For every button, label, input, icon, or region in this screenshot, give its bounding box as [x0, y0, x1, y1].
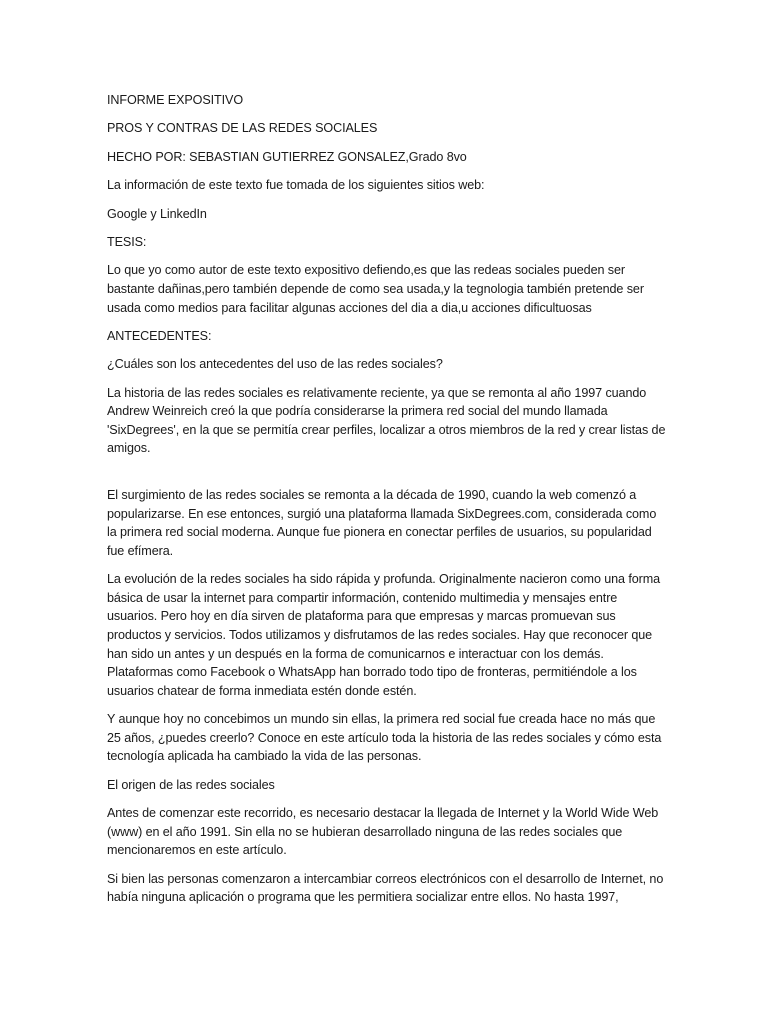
email-paragraph: Si bien las personas comenzaron a intercambiar correos electrónicos con el desarrollo de Internet, no había ninguna aplicación o programa que les permitiera socializar entre ellos. No hasta 1997, [107, 871, 664, 905]
internet-paragraph: Antes de comenzar este recorrido, es necesario destacar la llegada de Internet y la World Wide Web (www) en el año 1991. Sin ella no se hubieran desarrollado ninguna de las redes sociales que mencionaremos en este artículo. [107, 806, 659, 858]
history-paragraph: La historia de las redes sociales es relativamente reciente, ya que se remonta al año 1997 cuando Andrew Weinreich creó la que podría considerarse la primera red social del mundo llamada 'SixDegrees', en la que se permitía crear perfiles, localizar a otros miembros de la red y crear listas de amigos. [107, 385, 666, 456]
antecedentes-label: ANTECEDENTES: [107, 328, 212, 343]
intro-article-paragraph: Y aunque hoy no concebimos un mundo sin ellas, la primera red social fue creada hace no más que 25 años, ¿puedes creerlo? Conoce en este artículo toda la historia de las redes sociales y cómo esta tecnología aplicada ha cambiado la vida de las personas. [107, 712, 662, 764]
document-body [107, 91, 667, 917]
antecedentes-question: ¿Cuáles son los antecedentes del uso de las redes sociales? [107, 357, 443, 372]
document-subtitle: PROS Y CONTRAS DE LAS REDES SOCIALES [107, 121, 378, 136]
tesis-label: TESIS: [107, 234, 147, 249]
section-heading-origen: El origen de las redes sociales [107, 777, 275, 792]
origins-paragraph: El surgimiento de las redes sociales se remonta a la década de 1990, cuando la web comenzó a popularizarse. En ese entonces, surgió una plataforma llamada SixDegrees.com, considerada como la primera red social moderna. Aunque fue pionera en conectar perfiles de usuarios, su popularidad fue efímera. [107, 488, 657, 558]
document-title: INFORME EXPOSITIVO [107, 93, 244, 107]
author-line: HECHO POR: SEBASTIAN GUTIERREZ GONSALEZ,Grado 8vo [107, 149, 467, 164]
tesis-paragraph: Lo que yo como autor de este texto expositivo defiendo,es que las redeas sociales pueden ser bastante dañinas,pero también depende de como sea usada,y la tegnologia también pretende ser usada como medios para facilitar algunas acciones del dia a dia,u acciones dificultuosas [107, 263, 644, 315]
sources-list: Google y LinkedIn [107, 206, 207, 221]
evolution-paragraph: La evolución de la redes sociales ha sido rápida y profunda. Originalmente nacieron como una forma básica de usar la internet para compartir información, contenido multimedia y mensajes entre usuarios. Pero hoy en día sirven de plataforma para que empresas y marcas promuevan sus productos y servicios. Todos utilizamos y disfrutamos de las redes sociales. Hay que reconocer que han sido un antes y un después en la forma de comunicarnos e interactuar con los demás. Plataformas como Facebook o WhatsApp han borrado todo tipo de fronteras, permitiéndole a los usuarios chatear de forma inmediata estén donde estén. [107, 572, 661, 698]
sources-intro: La información de este texto fue tomada de los siguientes sitios web: [107, 178, 485, 193]
